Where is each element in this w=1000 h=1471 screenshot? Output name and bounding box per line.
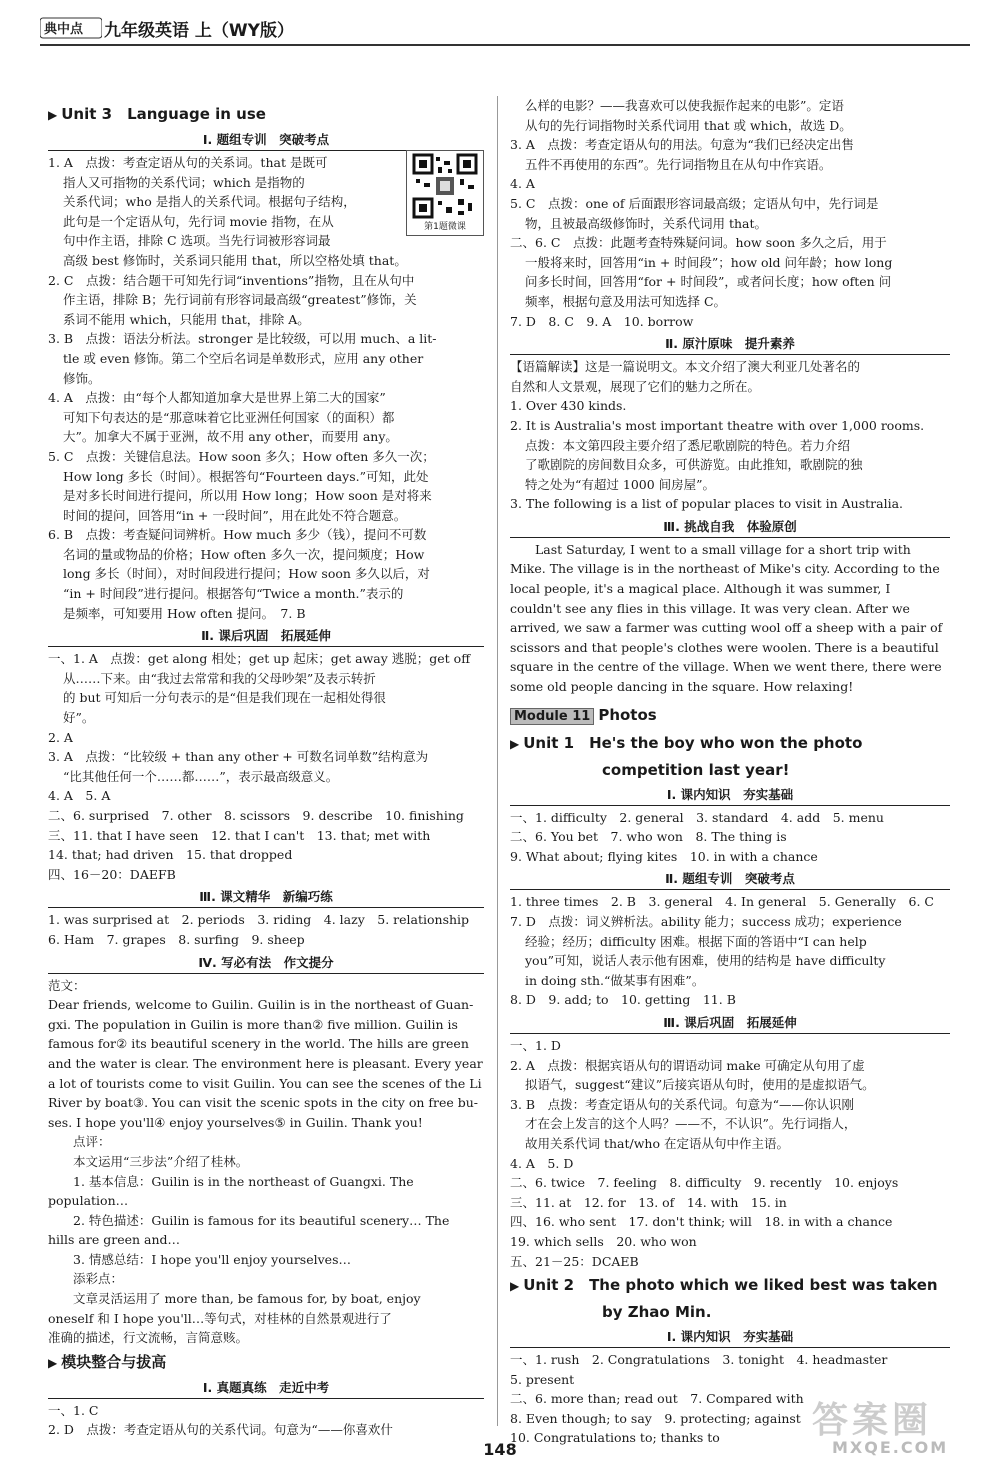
watermark-url: MXQE.COM	[832, 1438, 949, 1457]
unit-heading-text: Unit 2 The photo which we liked best was taken	[523, 1276, 938, 1295]
text-line: 二、6. twice 7. feeling 8. difficulty 9. recently 10. enjoys	[510, 1175, 899, 1191]
text-line: 名词的量或物品的价格；How often 多久一次，提问频度；How	[63, 546, 425, 562]
text-line: 1. three times 2. B 3. general 4. In general 5. Generally 6. C	[510, 894, 934, 910]
section-heading: Ⅲ. 挑战自我 体验原创	[510, 516, 950, 538]
unit-heading-text: 模块整合与拔高	[61, 1352, 167, 1371]
text-line: 高级 best 修饰时，关系词只能用 that，所以空格处填 that。	[63, 252, 407, 268]
section-heading: Ⅲ. 课后巩固 拓展延伸	[510, 1012, 950, 1034]
section-heading: Ⅳ. 写必有法 作文提分	[48, 952, 484, 974]
qr-code-icon	[412, 153, 478, 219]
text-line: 5. C 点拨：关键信息法。How soon 多久；How often 多久一次；	[48, 448, 435, 464]
text-line: 3. 情感总结：I hope you'll enjoy yourselves…	[73, 1251, 351, 1267]
text-line: 9. What about; flying kites 10. in with a chance	[510, 848, 818, 864]
module-tag: Module 11	[510, 708, 594, 725]
text-line: 4. A 点拨：由“每个人都知道加拿大是世界上第二大的国家”	[48, 390, 386, 406]
text-line: 是对多长时间进行提问，所以用 How long；How soon 是对将来	[63, 488, 432, 504]
text-line: 修饰。	[63, 370, 101, 386]
text-line: 五件不再使用的东西”。先行词指物且在从句中作宾语。	[525, 156, 832, 172]
text-line: population…	[48, 1193, 129, 1209]
text-line: scissors and that people's clothes were woolen. There is a beautiful	[510, 639, 939, 655]
text-line: 一、1. C	[48, 1402, 99, 1418]
watermark-logo-text: 答案圈	[812, 1400, 933, 1441]
text-line: “比其他任何一个……都……”，表示最高级意义。	[63, 768, 339, 784]
text-line: 4. A 5. D	[510, 1155, 574, 1171]
text-line: 才在会上发言的这个人吗？——不，不认识”。先行词指人，	[525, 1116, 857, 1132]
unit-heading-cont: competition last year!	[602, 760, 790, 779]
text-line: 准确的描述，行文流畅，言简意赅。	[48, 1330, 249, 1346]
section-heading: Ⅱ. 课后巩固 拓展延伸	[48, 625, 484, 647]
text-line: 6. Ham 7. grapes 8. surfing 9. sheep	[48, 931, 305, 947]
text-line: 8. Even though; to say 9. protecting; against	[510, 1410, 801, 1426]
text-line: some old people dancing in the square. How relaxing!	[510, 679, 854, 695]
logo-text: 典中点	[44, 22, 84, 37]
text-line: 范文：	[48, 977, 86, 993]
text-line: 二、6. more than; read out 7. Compared with	[510, 1391, 804, 1407]
text-line: 四、16－20：DAEFB	[48, 866, 176, 882]
text-line: 拟语气，suggest“建议”后接宾语从句时，使用的是虚拟语气。	[525, 1077, 875, 1093]
text-line: local people, it's a magical place. Although it was summer, I	[510, 581, 891, 597]
triangle-icon: ▶	[48, 108, 58, 122]
text-line: 时间的提问，回答用“in + 一段时间”，用在此处不符合题意。	[63, 507, 407, 523]
section-heading: Ⅰ. 真题真练 走近中考	[48, 1377, 484, 1399]
text-line: 1. was surprised at 2. periods 3. riding 4. lazy 5. relationship	[48, 912, 470, 928]
text-line: 从句的先行词指物时关系代词用 that 或 which，故选 D。	[525, 117, 852, 133]
text-line: 二、6. C 点拨：此题考查特殊疑问词。how soon 多久之后，用于	[510, 235, 887, 251]
text-line: 句中作主语，排除 C 选项。当先行词被形容词最	[63, 233, 331, 249]
text-line: 5. C 点拨：one of 后面跟形容词最高级；定语从句中，先行词是	[510, 195, 879, 211]
text-line: 7. D 8. C 9. A 10. borrow	[510, 313, 694, 329]
text-line: gxi. The population in Guilin is more than② five million. Guilin is	[48, 1016, 458, 1032]
page-header	[40, 8, 970, 46]
text-line: 一、1. difficulty 2. general 3. standard 4. add 5. menu	[510, 809, 884, 825]
text-line: couldn't see any flies in this village. It was very clean. After we	[510, 600, 910, 616]
text-line: 点评：	[73, 1134, 111, 1150]
module-title: Photos	[598, 705, 657, 724]
text-line: 10. Congratulations to; thanks to	[510, 1430, 720, 1446]
unit-heading	[48, 1350, 484, 1375]
text-line: 可知下句表达的是“那意味着它比亚洲任何国家（的面积）都	[63, 409, 395, 425]
text-line: Dear friends, welcome to Guilin. Guilin is in the northeast of Guan-	[48, 997, 474, 1013]
text-line: 么样的电影？——我喜欢可以使我振作起来的电影”。定语	[525, 98, 844, 113]
text-line: 好”。	[63, 710, 95, 726]
text-line: 3. The following is a list of popular places to visit in Australia.	[510, 496, 903, 512]
text-line: 7. D 点拨：词义辨析法。ability 能力；success 成功；experience	[510, 914, 902, 929]
text-line: 14. that; had driven 15. that dropped	[48, 847, 293, 863]
text-line: square in the centre of the village. When we went there, there were	[510, 659, 942, 675]
text-line: 2. It is Australia's most important theatre with over 1,000 rooms.	[510, 417, 925, 433]
text-line: 指人又可指物的关系代词；which 是指物的	[63, 174, 305, 190]
qr-caption: 第1题微课	[424, 222, 466, 232]
text-line: 作主语，排除 B；先行词前有形容词最高级“greatest”修饰，关	[63, 292, 417, 308]
text-line: 一般将来时，回答用“in + 时间段”；how old 问年龄；how long	[525, 254, 893, 270]
text-line: 3. B 点拨：语法分析法。stronger 是比较级，可以用 much、a lit-	[48, 331, 437, 347]
text-line: 添彩点：	[73, 1271, 124, 1287]
text-line: 2. A	[48, 729, 73, 745]
text-line: tle 或 even 修饰。第二个空后名词是单数形式，应用 any other	[63, 350, 424, 366]
text-line: 四、16. who sent 17. don't think; will 18. in with a chance	[510, 1214, 893, 1230]
text-line: 3. A 点拨：考查定语从句的用法。句意为“我们已经决定出售	[510, 137, 854, 153]
text-line: 系词不能用 which，只能用 that，排除 A。	[63, 311, 310, 327]
text-line: 【语篇解读】这是一篇说明文。本文介绍了澳大利亚几处著名的	[510, 359, 861, 375]
text-line: 二、6. surprised 7. other 8. scissors 9. describe 10. finishing	[48, 808, 464, 823]
triangle-icon: ▶	[510, 1279, 520, 1294]
unit-heading	[48, 102, 484, 127]
left-column	[48, 100, 484, 1440]
section-heading: Ⅰ. 课内知识 夯实基础	[510, 784, 950, 806]
text-line: 1. 基本信息：Guilin is in the northeast of Guangxi. The	[73, 1173, 414, 1189]
text-line: 5. present	[510, 1371, 575, 1387]
logo-icon	[40, 14, 102, 40]
text-line: 频率，根据句意及用法可知选择 C。	[525, 293, 727, 309]
unit-heading	[510, 731, 950, 756]
text-line: 自然和人文景观，展现了它们的魅力之所在。	[510, 378, 761, 394]
text-line: 关系代词；who 是指人的关系代词。根据句子结构，	[63, 194, 356, 210]
text-line: 是频率，可知要用 How often 提问。 7. B	[63, 605, 306, 621]
text-line: 2. A 点拨：根据宾语从句的谓语动词 make 可确定从句用了虚	[510, 1057, 865, 1073]
text-line: 物，且被最高级修饰时，关系代词用 that。	[525, 215, 768, 231]
section-heading: Ⅲ. 课文精华 新编巧练	[48, 886, 484, 908]
qr-code[interactable]	[406, 150, 484, 236]
text-line: 三、11. that I have seen 12. that I can't 13. that; met with	[48, 827, 431, 843]
text-line: 了歌剧院的房间数目众多，可供游览。由此推知，歌剧院的独	[525, 457, 863, 473]
text-line: 3. A 点拨：“比较级 + than any other + 可数名词单数”结构意为	[48, 749, 429, 765]
text-line: oneself 和 I hope you'll…等句式，对桂林的自然景观进行了	[48, 1310, 392, 1326]
column-divider	[497, 96, 498, 1426]
text-line: famous for② its beautiful scenery in the world. The hills are green	[48, 1036, 469, 1052]
text-line: 大”。加拿大不属于亚洲，故不用 any other，而要用 any。	[63, 429, 398, 445]
triangle-icon: ▶	[48, 1355, 58, 1370]
text-line: Last Saturday, I went to a small village for a short trip with	[535, 541, 911, 557]
text-line: 4. A 5. A	[48, 788, 111, 804]
unit-heading-text: Unit 3 Language in use	[61, 105, 266, 123]
text-line: 二、6. You bet 7. who won 8. The thing is	[510, 829, 787, 845]
text-line: 经验；经历；difficulty 困难。根据下面的答语中“I can help	[525, 933, 867, 949]
text-line: 一、1. D	[510, 1037, 561, 1053]
text-line: 从……下来。由“我过去常常和我的父母吵架”及表示转折	[63, 670, 376, 686]
text-line: 2. D 点拨：考查定语从句的关系代词。句意为“——你喜欢什	[48, 1422, 393, 1438]
module-heading	[510, 703, 950, 729]
text-line: 的 but 可知后一分句表示的是“但是我们现在一起相处得很	[63, 690, 386, 706]
text-line: 三、11. at 12. for 13. of 14. with 15. in	[510, 1194, 787, 1210]
text-line: long 多长（时间），对时间段进行提问；How soon 多久以后，对	[63, 566, 430, 582]
text-line: and the water is clear. The environment here is pleasant. Every year	[48, 1055, 483, 1071]
text-line: you”可知，说话人表示他有困难，使用的结构是 have difficulty	[525, 953, 886, 969]
unit-heading-text: Unit 1 He's the boy who won the photo	[523, 733, 863, 752]
text-line: How long 多长（时间）。根据答句“Fourteen days.”可知，此处	[63, 468, 429, 484]
page-number: 148	[483, 1440, 517, 1459]
text-line: “in + 时间段”进行提问。根据答句“Twice a month.”表示的	[63, 586, 404, 602]
text-line: arrived, we saw a farmer was cutting wool off a sheep with a pair of	[510, 620, 943, 636]
text-line: 一、1. rush 2. Congratulations 3. tonight 4. headmaster	[510, 1352, 888, 1368]
text-line: in doing sth.“做某事有困难”。	[525, 972, 705, 988]
text-line: 问多长时间，回答用“for + 时间段”，或者问长度；how often 问	[525, 274, 892, 290]
text-line: Mike. The village is in the northeast of Mike's city. According to the	[510, 561, 940, 577]
text-line: 点拨：本文第四段主要介绍了悉尼歌剧院的特色。若力介绍	[525, 437, 851, 453]
text-line: 一、1. A 点拨：get along 相处；get up 起床；get away 逃脱；get off	[48, 651, 471, 667]
text-line: 1. Over 430 kinds.	[510, 398, 627, 414]
text-line: a lot of tourists come to visit Guilin. You can see the scenes of the Li	[48, 1075, 482, 1091]
text-line: 1. A 点拨：考查定语从句的关系词。that 是既可	[48, 155, 328, 170]
text-line: hills are green and…	[48, 1232, 181, 1248]
text-line: 本文运用“三步法”介绍了桂林。	[73, 1153, 249, 1169]
text-line: 文章灵活运用了 more than, be famous for, by boat, enjoy	[73, 1291, 421, 1307]
text-line: 4. A	[510, 176, 535, 192]
text-line: 2. C 点拨：结合题干可知先行词“inventions”指物，且在从句中	[48, 272, 415, 288]
text-line: River by boat③. You can visit the scenic spots in the city on free bu-	[48, 1095, 479, 1111]
section-heading: Ⅰ. 题组专训 突破考点	[48, 129, 484, 151]
section-heading: Ⅱ. 原汁原味 提升素养	[510, 333, 950, 355]
text-line: 故用关系代词 that/who 在定语从句中作主语。	[525, 1135, 789, 1151]
unit-heading-cont: by Zhao Min.	[602, 1303, 712, 1322]
section-heading: Ⅰ. 课内知识 夯实基础	[510, 1326, 950, 1348]
header-title: 九年级英语 上（WY版）	[104, 21, 294, 41]
text-line: 五、21－25：DCAEB	[510, 1253, 639, 1269]
triangle-icon: ▶	[510, 736, 520, 751]
right-column	[510, 96, 950, 1448]
text-line: 此句是一个定语从句，先行词 movie 指物，在从	[63, 213, 334, 229]
text-line: ses. I hope you'll④ enjoy yourselves⑤ in Guilin. Thank you!	[48, 1114, 423, 1130]
text-line: 6. B 点拨：考查疑问词辨析。How much 多少（钱），提问不可数	[48, 527, 427, 543]
text-line: 特之处为“有超过 1000 间房屋”。	[525, 476, 716, 492]
text-line: 2. 特色描述：Guilin is famous for its beautiful scenery… The	[73, 1212, 450, 1228]
section-heading: Ⅱ. 题组专训 突破考点	[510, 868, 950, 890]
text-line: 8. D 9. add; to 10. getting 11. B	[510, 992, 736, 1008]
text-line: 19. which sells 20. who won	[510, 1233, 697, 1249]
text-line: 3. B 点拨：考查定语从句的关系代词。句意为“——你认识刚	[510, 1096, 854, 1112]
unit-heading	[510, 1273, 950, 1298]
